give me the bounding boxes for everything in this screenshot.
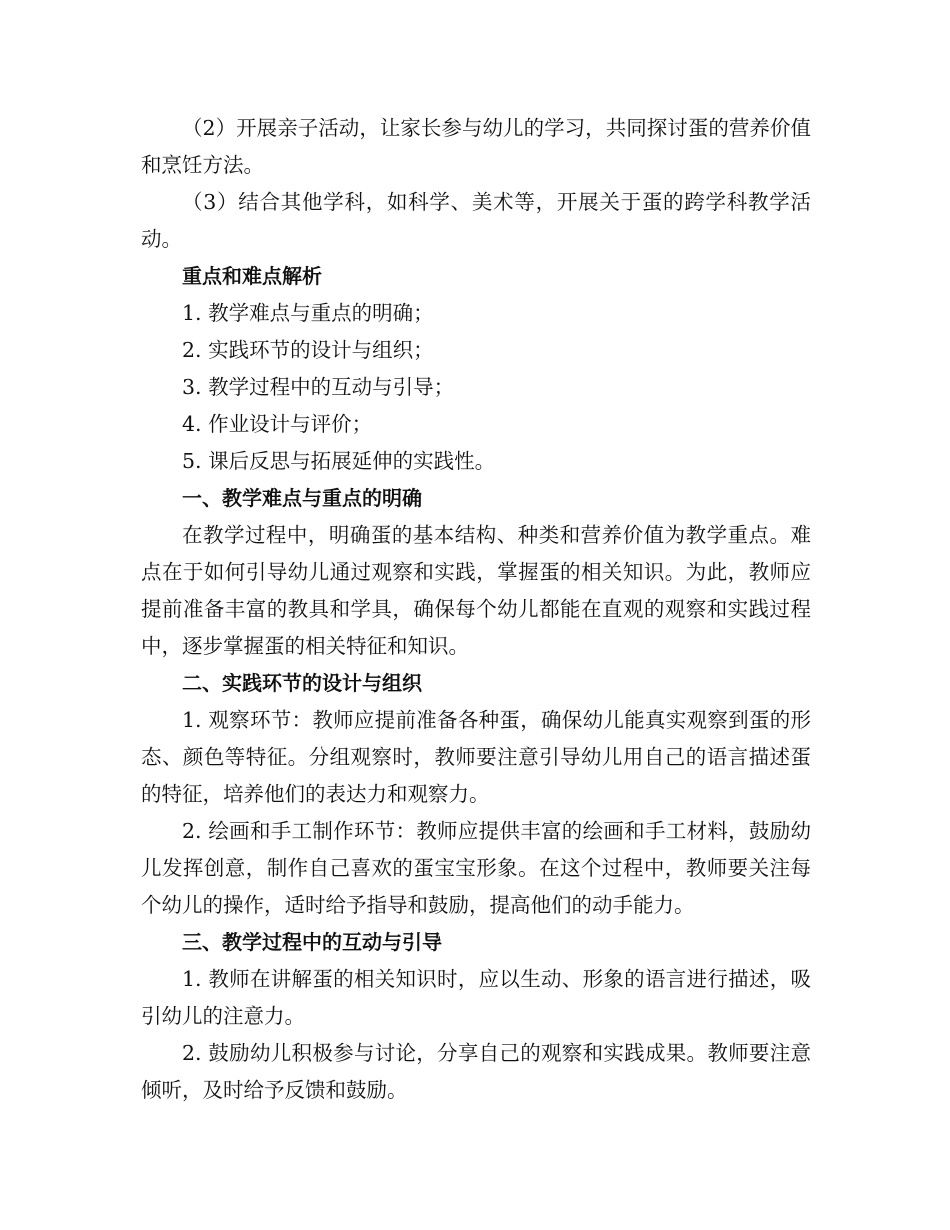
section1-heading: 一、教学难点与重点的明确 xyxy=(182,486,422,510)
section2-paragraph-handcraft: 2. 绘画和手工制作环节：教师应提供丰富的绘画和手工材料，鼓励幼儿发挥创意，制作自己喜欢的蛋宝宝形象。在这个过程中，教师要关注每个幼儿的操作，适时给予指导和鼓励，提高他们的动手能力。 xyxy=(141,819,811,917)
document-body xyxy=(141,110,811,1109)
analysis-list-item: 3. 教学过程中的互动与引导； xyxy=(182,375,455,399)
section3-paragraph-explain: 1. 教师在讲解蛋的相关知识时，应以生动、形象的语言进行描述，吸引幼儿的注意力。 xyxy=(141,967,811,1028)
analysis-list-item: 4. 作业设计与评价； xyxy=(182,412,373,436)
section3-heading: 三、教学过程中的互动与引导 xyxy=(182,930,442,954)
analysis-list-item: 5. 课后反思与拓展延伸的实践性。 xyxy=(182,449,496,473)
section2-heading: 二、实践环节的设计与组织 xyxy=(182,671,422,695)
analysis-list-item: 1. 教学难点与重点的明确； xyxy=(182,301,434,325)
section1-paragraph: 在教学过程中，明确蛋的基本结构、种类和营养价值为教学重点。难点在于如何引导幼儿通过观察和实践，掌握蛋的相关知识。为此，教师应提前准备丰富的教具和学具，确保每个幼儿都能在直观的观察和实践过程中，逐步掌握蛋的相关特征和知识。 xyxy=(141,523,811,658)
paragraph-cross-discipline: （3）结合其他学科，如科学、美术等，开展关于蛋的跨学科教学活动。 xyxy=(141,190,811,251)
analysis-list-item: 2. 实践环节的设计与组织； xyxy=(182,338,434,362)
analysis-heading: 重点和难点解析 xyxy=(182,264,322,288)
section2-paragraph-observation: 1. 观察环节：教师应提前准备各种蛋，确保幼儿能真实观察到蛋的形态、颜色等特征。分组观察时，教师要注意引导幼儿用自己的语言描述蛋的特征，培养他们的表达力和观察力。 xyxy=(141,708,811,806)
paragraph-parent-child-activity: （2）开展亲子活动，让家长参与幼儿的学习，共同探讨蛋的营养价值和烹饪方法。 xyxy=(141,116,811,177)
section3-paragraph-discussion: 2. 鼓励幼儿积极参与讨论，分享自己的观察和实践成果。教师要注意倾听，及时给予反馈和鼓励。 xyxy=(141,1041,811,1102)
